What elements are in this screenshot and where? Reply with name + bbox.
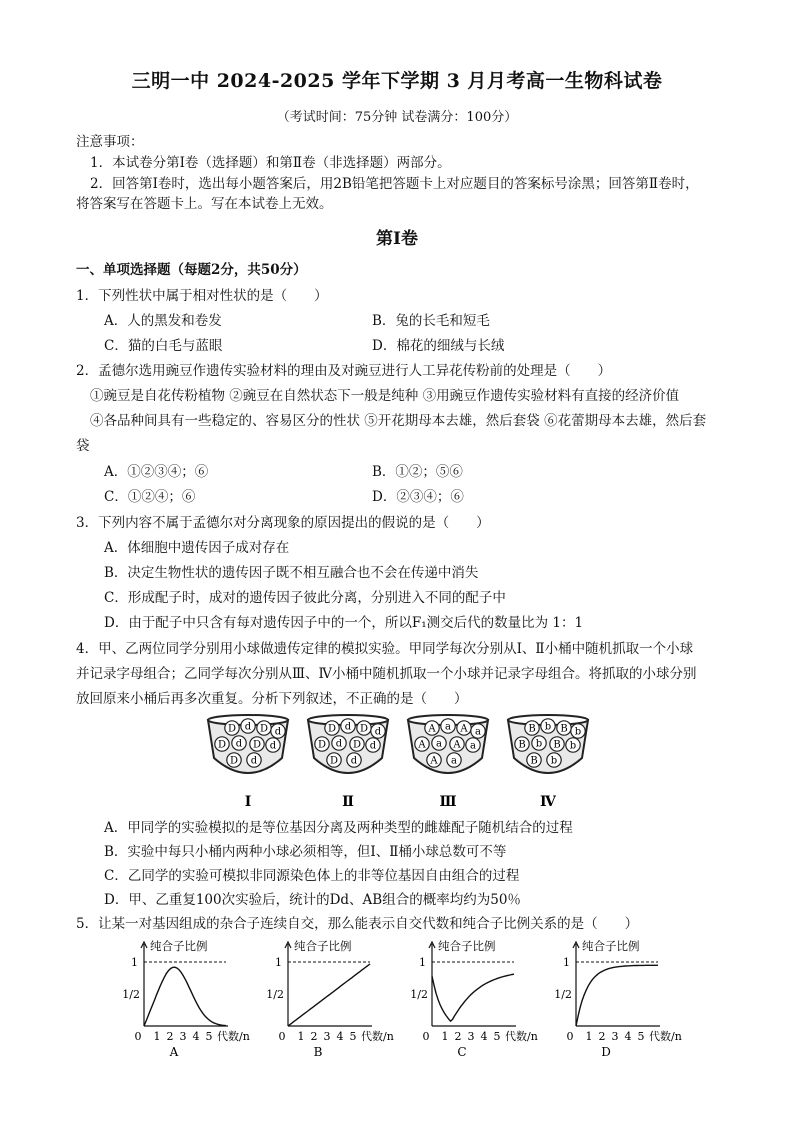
q1-option-c: C．猫的白毛与蓝眼 [104, 338, 223, 354]
x-tick: 1 [297, 1030, 305, 1043]
ball-letter: B [528, 723, 536, 735]
y-tick-1: 1 [419, 956, 426, 969]
x-tick: 3 [179, 1030, 187, 1043]
q1-option-d: D．棉花的细绒与长绒 [372, 338, 505, 354]
q3-option-b: B．决定生物性状的遗传因子既不相互融合也不会在传递中消失 [104, 565, 479, 581]
question-4-stem: 4．甲、乙两位同学分别用小球做遗传定律的模拟实验。甲同学每次分别从Ⅰ、Ⅱ小桶中随机抓取一个小球 [76, 641, 694, 657]
y-axis-label: 纯合子比例 [150, 939, 208, 953]
x-tick: 5 [205, 1030, 213, 1043]
ball-letter: A [460, 723, 468, 735]
q2-option-c: C．①②④；⑥ [104, 489, 196, 505]
ball-letter: b [544, 721, 552, 733]
x-tick: 3 [323, 1030, 331, 1043]
ball-letter: d [369, 740, 377, 752]
ball-letter: D [227, 723, 237, 735]
ball-letter: d [374, 726, 382, 738]
x-tick: 3 [611, 1030, 619, 1043]
y-axis-label: 纯合子比例 [438, 939, 496, 953]
y-tick-half: 1/2 [122, 988, 140, 1001]
graph-a [118, 938, 260, 1056]
ball-letter: D [329, 755, 339, 767]
ball-letter: D [317, 739, 327, 751]
ball-letter: a [445, 721, 451, 733]
x-tick: 2 [166, 1030, 174, 1043]
x-tick: 4 [624, 1030, 632, 1043]
question-1-stem: 1．下列性状中属于相对性状的是（ ） [76, 288, 328, 304]
ball-letter: a [436, 738, 442, 750]
ball-letter: d [250, 755, 258, 767]
q2-statement-line: ①豌豆是自花传粉植物 ②豌豆在自然状态下一般是纯种 ③用豌豆作遗传实验材料有直接的经济价值 [90, 388, 680, 404]
ball-letter: A [430, 755, 438, 767]
ball-letter: b [535, 738, 543, 750]
x-tick: 2 [454, 1030, 462, 1043]
x-axis-label: 代数/n [217, 1030, 250, 1043]
ball-letter: B [553, 739, 561, 751]
ball-letter: B [560, 723, 568, 735]
graph-label: D [601, 1045, 611, 1056]
q2-statement-line: 袋 [76, 438, 90, 454]
x-tick: 5 [349, 1030, 357, 1043]
bucket [208, 715, 288, 773]
graph-c [406, 938, 548, 1056]
q3-option-a: A．体细胞中遗传因子成对存在 [104, 540, 290, 556]
ball-letter: D [252, 739, 262, 751]
curve [144, 967, 226, 1026]
question-4-stem: 并记录字母组合；乙同学每次分别从Ⅲ、Ⅳ小桶中随机抓取一个小球并记录字母组合。将抓取的小球分别 [76, 666, 697, 682]
x-tick-origin: 0 [278, 1030, 286, 1043]
x-axis-label: 代数/n [361, 1030, 394, 1043]
x-axis-label: 代数/n [505, 1030, 538, 1043]
y-tick-1: 1 [275, 956, 282, 969]
x-tick: 1 [153, 1030, 161, 1043]
question-5-stem: 5．让某一对基因组成的杂合子连续自交，那么能表示自交代数和纯合子比例关系的是（ ） [76, 916, 639, 932]
q4-option-a: A．甲同学的实验模拟的是等位基因分离及两种类型的雌雄配子随机结合的过程 [104, 820, 573, 836]
q3-option-c: C．形成配子时，成对的遗传因子彼此分离，分别进入不同的配子中 [104, 590, 506, 606]
ball-letter: D [259, 723, 269, 735]
graph-label: C [457, 1045, 467, 1056]
y-axis-label: 纯合子比例 [294, 939, 352, 953]
ball-letter: D [352, 739, 362, 751]
x-tick: 1 [585, 1030, 593, 1043]
x-tick: 2 [310, 1030, 318, 1043]
notice-item: 1．本试卷分第Ⅰ卷（选择题）和第Ⅱ卷（非选择题）两部分。 [90, 155, 451, 171]
ball-letter: d [274, 726, 282, 738]
ball-letter: d [344, 721, 352, 733]
ball-letter: d [350, 755, 358, 767]
ball-letter: d [335, 738, 343, 750]
x-tick: 4 [480, 1030, 488, 1043]
q4-option-c: C．乙同学的实验可模拟非同源染色体上的非等位基因自由组合的过程 [104, 868, 520, 884]
bucket [508, 715, 588, 773]
q2-option-a: A．①②③④；⑥ [104, 464, 209, 480]
x-tick: 5 [493, 1030, 501, 1043]
ball-letter: B [518, 739, 526, 751]
graph-d [550, 938, 692, 1056]
notice-item: 2．回答第Ⅰ卷时，选出每小题答案后，用2B铅笔把答题卡上对应题目的答案标号涂黑；回答第Ⅱ卷时， [90, 176, 699, 192]
q1-option-a: A．人的黑发和卷发 [104, 313, 222, 329]
bucket-figure [200, 714, 600, 810]
y-tick-half: 1/2 [554, 988, 572, 1001]
bucket-label: Ⅰ [244, 794, 252, 810]
bucket-label: Ⅱ [342, 794, 354, 810]
ball-letter: A [418, 739, 426, 751]
q2-statement-line: ④各品种间具有一些稳定的、容易区分的性状 ⑤开花期母本去雄，然后套袋 ⑥花蕾期母本去雄，然后套 [90, 413, 707, 429]
ball-letter: a [451, 755, 457, 767]
ball-letter: D [359, 723, 369, 735]
x-tick: 1 [441, 1030, 449, 1043]
bucket [408, 715, 488, 773]
bucket-label: Ⅳ [540, 794, 556, 810]
y-tick-half: 1/2 [410, 988, 428, 1001]
ball-letter: b [574, 726, 582, 738]
q2-option-b: B．①②；⑤⑥ [372, 464, 463, 480]
question-2-stem: 2．孟德尔选用豌豆作遗传实验材料的理由及对豌豆进行人工异花传粉前的处理是（ ） [76, 363, 612, 379]
part-heading: 一、单项选择题（每题2分，共50分） [76, 262, 307, 278]
notice-item: 将答案写在答题卡上。写在本试卷上无效。 [76, 196, 333, 212]
bucket [308, 715, 388, 773]
question-4-stem: 放回原来小桶后再多次重复。分析下列叙述，不正确的是（ ） [76, 691, 468, 707]
y-tick-half: 1/2 [266, 988, 284, 1001]
ball-letter: d [244, 721, 252, 733]
ball-letter: D [217, 739, 227, 751]
q1-option-b: B．兔的长毛和短毛 [372, 313, 490, 329]
question-3-stem: 3．下列内容不属于孟德尔对分离现象的原因提出的假说的是（ ） [76, 515, 490, 531]
x-tick: 5 [637, 1030, 645, 1043]
curve [432, 974, 514, 1021]
y-tick-1: 1 [563, 956, 570, 969]
ball-letter: d [269, 740, 277, 752]
ball-letter: D [327, 723, 337, 735]
ball-letter: d [235, 738, 243, 750]
ball-letter: B [530, 755, 538, 767]
ball-letter: A [453, 739, 461, 751]
graph-label: B [313, 1045, 323, 1056]
graph-label: A [169, 1045, 179, 1056]
q4-option-b: B．实验中每只小桶内两种小球必须相等，但Ⅰ、Ⅱ桶小球总数可不等 [104, 844, 507, 860]
ball-letter: a [470, 740, 476, 752]
x-tick-origin: 0 [566, 1030, 574, 1043]
x-axis-label: 代数/n [649, 1030, 682, 1043]
x-tick-origin: 0 [422, 1030, 430, 1043]
exam-title: 三明一中 2024-2025 学年下学期 3 月月考高一生物科试卷 [131, 70, 663, 92]
ball-letter: a [475, 726, 481, 738]
q4-option-d: D．甲、乙重复100次实验后，统计的Dd、AB组合的概率均约为50％ [104, 892, 521, 908]
x-tick: 3 [467, 1030, 475, 1043]
curve [576, 965, 658, 1026]
ball-letter: D [229, 755, 239, 767]
x-tick-origin: 0 [134, 1030, 142, 1043]
x-tick: 4 [192, 1030, 200, 1043]
q2-option-d: D．②③④；⑥ [372, 489, 464, 505]
notice-heading: 注意事项： [76, 134, 144, 150]
bucket-label: Ⅲ [439, 794, 457, 810]
y-axis-label: 纯合子比例 [582, 939, 640, 953]
curve [288, 964, 370, 1026]
q3-option-d: D．由于配子中只含有每对遗传因子中的一个，所以F₁测交后代的数量比为 1：1 [104, 615, 584, 631]
graph-b [262, 938, 404, 1056]
ball-letter: b [550, 755, 558, 767]
ball-letter: b [569, 740, 577, 752]
ball-letter: A [428, 723, 436, 735]
x-tick: 2 [598, 1030, 606, 1043]
exam-subtitle: （考试时间：75分钟 试卷满分：100分） [276, 110, 518, 125]
y-tick-1: 1 [131, 956, 138, 969]
section-title: 第Ⅰ卷 [376, 229, 418, 249]
x-tick: 4 [336, 1030, 344, 1043]
